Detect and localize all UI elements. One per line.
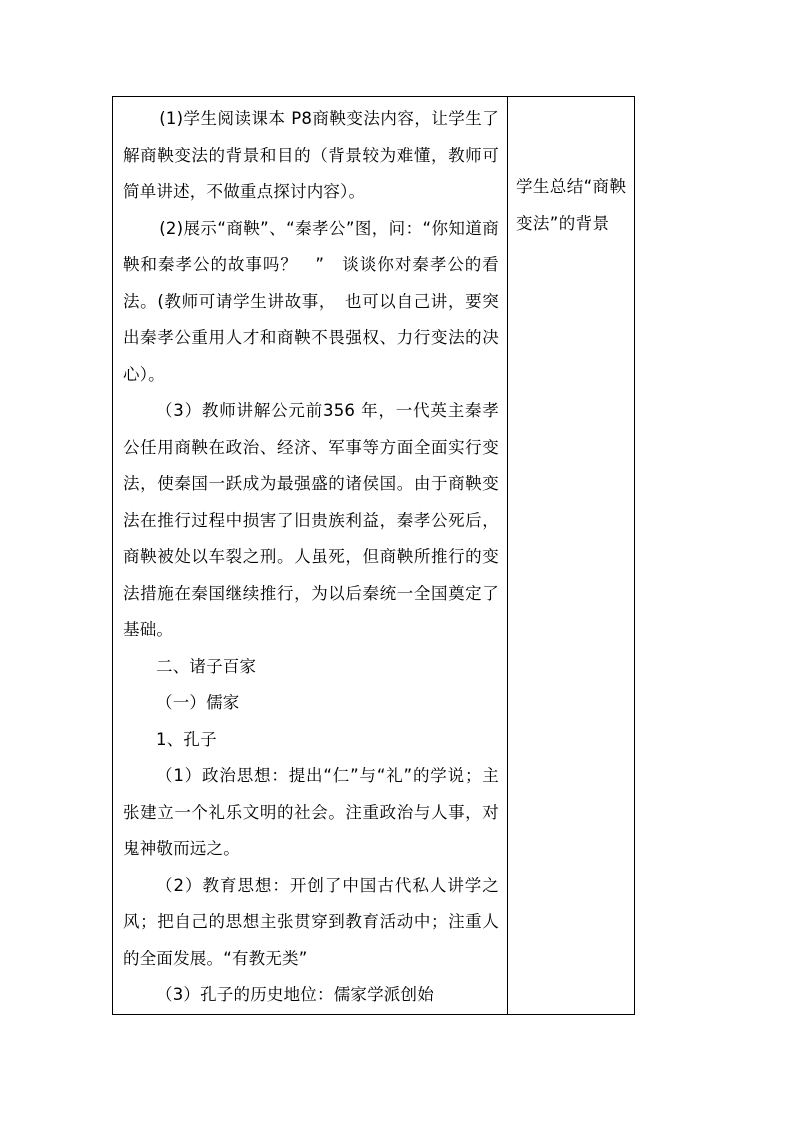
- paragraph-politics: （1）政治思想：提出“仁”与“礼”的学说；主张建立一个礼乐文明的社会。注重政治与人事，对鬼神敬而远之。: [123, 766, 499, 858]
- item-heading: 1、孔子: [156, 729, 217, 749]
- teaching-process-cell: [113, 97, 508, 1015]
- section-heading: 二、诸子百家: [156, 656, 257, 676]
- lesson-plan-table: [112, 96, 635, 1015]
- student-activity-text: 学生总结“商鞅变法”的背景: [516, 177, 627, 233]
- paragraph-education: （2）教育思想：开创了中国古代私人讲学之风；把自己的思想主张贯穿到教育活动中；注重人的全面发展。“有教无类”: [123, 875, 499, 968]
- paragraph-display: (2)展示“商鞅”、“秦孝公”图，问：“你知道商鞅和秦孝公的故事吗？ ” 谈谈你对秦孝公的看法。(教师可请学生讲故事， 也可以自己讲，要突出秦孝公重用人才和商鞅不畏强权、力行变法的决心）。: [123, 218, 499, 384]
- subsection-heading: （一）儒家: [156, 693, 240, 712]
- student-activity-cell: [508, 97, 635, 1015]
- table-row: [113, 97, 635, 1015]
- paragraph-explanation: （3）教师讲解公元前356 年，一代英主秦孝公任用商鞅在政治、经济、军事等方面全面实行变法，使秦国一跃成为最强盛的诸侯国。由于商鞅变法在推行过程中损害了旧贵族利益，秦孝公死后，商鞅被处以车裂之刑。人虽死，但商鞅所推行的变法措施在秦国继续推行，为以后秦统一全国奠定了基础。: [123, 401, 499, 639]
- paragraph-status: （3）孔子的历史地位：儒家学派创始: [156, 985, 434, 1004]
- paragraph-reading: (1)学生阅读课本 P8商鞅变法内容，让学生了解商鞅变法的背景和目的（背景较为难懂，教师可简单讲述，不做重点探讨内容）。: [123, 109, 499, 201]
